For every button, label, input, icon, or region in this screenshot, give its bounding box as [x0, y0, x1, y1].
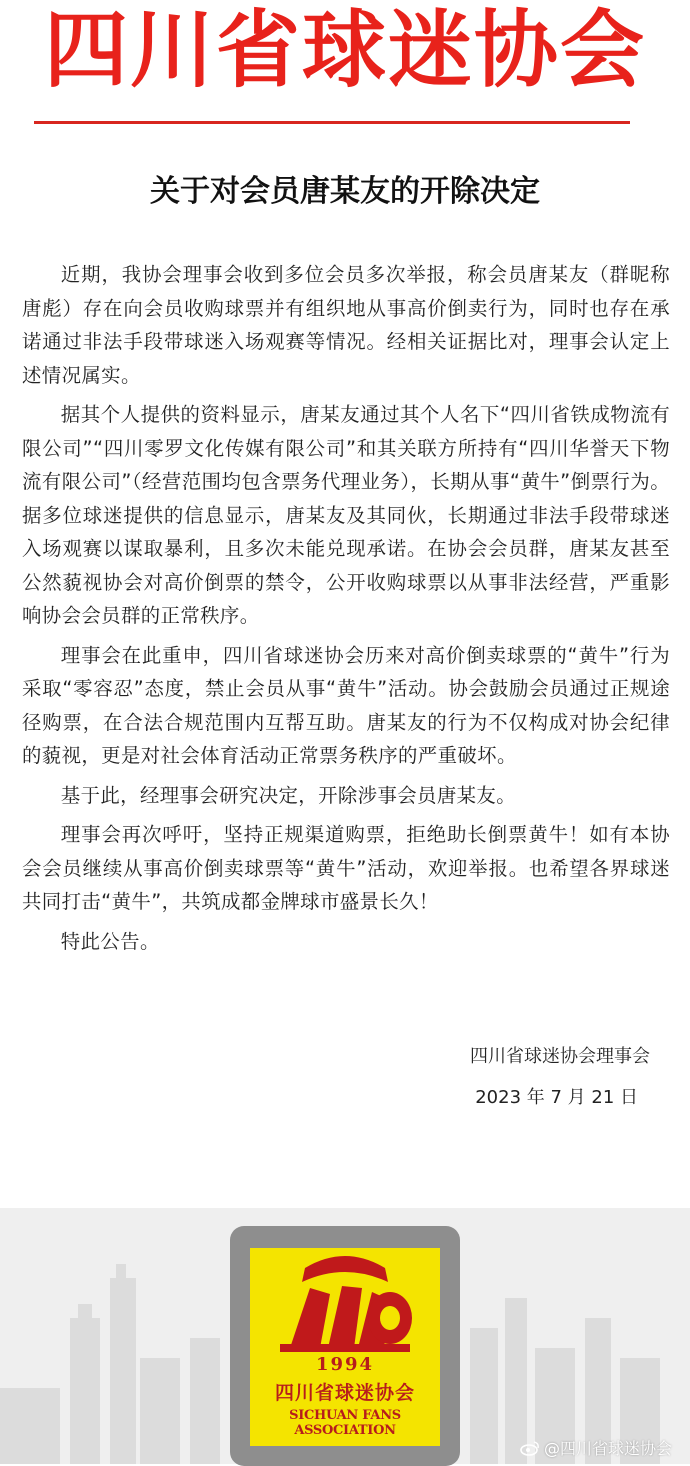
association-logo [250, 1248, 440, 1446]
paragraph-5: 理事会再次呼吁，坚持正规渠道购票，拒绝助长倒票黄牛！如有本协会会员继续从事高价倒卖球票等“黄牛”活动，欢迎举报。也希望各界球迷共同打击“黄牛”，共筑成都金牌球市盛景长久！ [22, 823, 670, 913]
paragraph-3: 理事会在此重申，四川省球迷协会历来对高价倒卖球票的“黄牛”行为采取“零容忍”态度，禁止会员从事“黄牛”活动。协会鼓励会员通过正规途径购票，在合法合规范围内互帮互助。唐某友的行为不仅构成对协会纪律的藐视，更是对社会体育活动正常票务秩序的严重破坏。 [22, 643, 670, 767]
logo-name-en: SICHUAN FANS ASSOCIATION [289, 1408, 401, 1438]
watermark-text: @四川省球迷协会 [543, 1439, 672, 1458]
paragraph-6: 特此公告。 [60, 929, 160, 953]
document-body [22, 258, 670, 958]
signature: 四川省球迷协会理事会 [470, 1046, 650, 1067]
logo-card [230, 1226, 460, 1466]
logo-year: 1994 [315, 1354, 375, 1375]
paragraph-4: 基于此，经理事会研究决定，开除涉事会员唐某友。 [60, 783, 516, 807]
org-name-banner: 四川省球迷协会 [43, 1, 646, 99]
weibo-icon [520, 1440, 540, 1456]
logo-name-cn: 四川省球迷协会 [274, 1382, 415, 1404]
weibo-watermark [520, 1436, 672, 1459]
paragraph-1: 近期，我协会理事会收到多位会员多次举报，称会员唐某友（群昵称唐彪）存在向会员收购球票并有组织地从事高价倒卖行为，同时也存在承诺通过非法手段带球迷入场观赛等情况。经相关证据比对，理事会认定上述情况属实。 [22, 263, 670, 387]
emblem-graphic [250, 1248, 440, 1358]
document-title: 关于对会员唐某友的开除决定 [150, 174, 540, 209]
paragraph-2: 据其个人提供的资料显示，唐某友通过其个人名下“四川省铁成物流有限公司”“四川零罗文化传媒有限公司”和其关联方所持有“四川华誉天下物流有限公司”（经营范围均包含票务代理业务），长期从事“黄牛”倒票行为。据多位球迷提供的信息显示，唐某友及其同伙，长期通过非法手段带球迷入场观赛以谋取暴利，且多次未能兑现承诺。在协会会员群，唐某友甚至公然藐视协会对高价倒票的禁令，公开收购球票以从事非法经营，严重影响协会会员群的正常秩序。 [22, 403, 670, 627]
masthead [0, 0, 690, 100]
red-divider [34, 121, 630, 124]
document-date: 2023 年 7 月 21 日 [475, 1087, 638, 1108]
